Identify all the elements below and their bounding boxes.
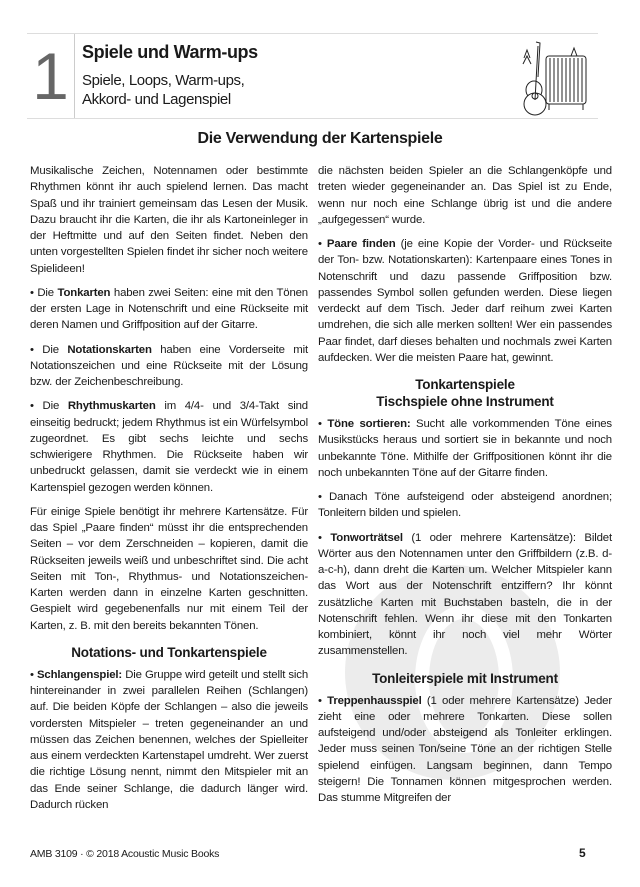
term: Töne sortieren: xyxy=(327,418,411,430)
chapter-title: Spiele und Warm-ups xyxy=(82,42,258,62)
subheading xyxy=(318,376,612,410)
term: Schlangenspiel: xyxy=(36,668,123,681)
paragraph xyxy=(318,530,612,660)
bullet: • Die xyxy=(30,400,68,413)
term: Treppenhausspiel xyxy=(327,694,422,707)
paragraph-text: haben zwei Seiten: eine mit den Tönen der ersten Lage in Notenschrift und eine Rückseite mit deren Namen und Griffposition auf der Gitarre. xyxy=(30,286,308,332)
subheading: Notations- und Tonkartenspiele xyxy=(71,644,267,660)
right-column xyxy=(318,163,612,814)
left-column xyxy=(30,163,308,821)
term: Rhythmuskarten xyxy=(67,400,156,413)
bullet: • Die xyxy=(30,343,68,356)
bullet: • xyxy=(318,694,328,707)
paragraph-text: im 4/4- und 3/4-Takt sind einseitig bedruckt; jedem Rhythmus ist ein Würfelsymbol zugeordnet. Es gibt sechs leichte und sechs schwierigere Rhythmen. Die Rückseite haben wir unbedruckt gelassen, damit sie verdeckt wie in einem Kartenspiel gezogen werden können. xyxy=(30,400,308,494)
term: Tonkarten xyxy=(57,286,111,299)
term: Notationskarten xyxy=(67,343,152,356)
subtitle-line: Spiele, Loops, Warm-ups, xyxy=(82,72,245,89)
term: Tonworträtsel xyxy=(330,531,403,544)
paragraph xyxy=(30,667,308,813)
section-title: Die Verwendung der Kartenspiele xyxy=(197,130,443,147)
paragraph xyxy=(30,398,308,496)
paragraph: Für einige Spiele benötigt ihr mehrere Kartensätze. Für das Spiel „Paare finden“ müsst ihr die entsprechenden Seiten – vor dem Zerschneiden – kopieren, damit die Rückseiten jeweils weiß und unbeschriftet sind. Die acht Seiten mit Ton-, Rhythmus- und Notationszeichen-Karten werden dann in einzelne Karten geschnitten. Gespielt wird gegebenenfalls nur mit einem Teil der Karten, z. B. mit den bereits bekannten Tönen. xyxy=(30,505,308,632)
bullet: • xyxy=(318,531,331,544)
chapter-subtitle xyxy=(82,71,244,109)
chapter-header xyxy=(27,33,598,119)
subheading: Tonleiterspiele mit Instrument xyxy=(372,670,558,686)
paragraph xyxy=(318,236,612,366)
paragraph-text: haben eine Vorderseite mit Notationszeichen und eine Rückseite mit der Lösung bzw. der Zeichenbeschreibung. xyxy=(30,343,308,388)
paragraph xyxy=(30,342,308,391)
term: Paare finden xyxy=(326,238,396,250)
paragraph xyxy=(30,285,308,334)
paragraph-text: (1 oder mehrere Kartensätze): Bildet Wörter aus den Notennamen unter den Griffbildern (z.B. d-a-c-h), dann dreht die Karten um. Welcher Mitspieler kann das Wort aus der Notenschrift entziffern? Ihr könnt zusätzliche Karten mit Buchstaben basteln, die in der Notenschrift fehlen. Wenn ihr diese mit den Tonkarten kombiniert, könnt ihr noch viel mehr Wörter zusammenstellen. xyxy=(318,531,612,658)
paragraph: • Danach Töne aufsteigend oder absteigend anordnen; Tonleitern bilden und spielen. xyxy=(318,491,612,520)
bullet: • xyxy=(30,668,37,681)
paragraph xyxy=(318,693,612,807)
chapter-number: 1 xyxy=(27,34,75,118)
bullet: • xyxy=(318,238,327,250)
paragraph: Musikalische Zeichen, Notennamen oder bestimmte Rhythmen könnt ihr auch spielend lernen. Das macht Spaß und ihr trainiert gemeinsam das Lesen der Musik. Dazu braucht ihr die Karten, die ihr als Kartoneinleger in der Heftmitte und auf den Seiten findet. Neben den unten vorgestellten Spielen findet ihr sicher noch weitere Spielideen! xyxy=(30,165,308,275)
bullet: • xyxy=(318,418,328,430)
subheading-line: Tischspiele ohne Instrument xyxy=(376,394,554,409)
paragraph-text: Die Gruppe wird geteilt und stellt sich hintereinander in zwei parallelen Reihen (Schlangen) auf. Die beiden Köpfe der Schlangen – also die jeweils vordersten Mitspieler – treten gegeneinander an und müssen das Zeichen benennen, welches der Spielleiter aus einem verdeckten Kartenstapel umdreht. Wer zuerst die richtige Lösung nennt, nimmt den Mitspieler mit an das Ende seiner Schlange, die dadurch länger wird. Dadurch rücken xyxy=(30,668,309,811)
paragraph-text: (1 oder mehrere Kartensätze) Jeder zieht eine oder mehrere Tonkarten. Diese sollen aufsteigend und/oder absteigend als Tonleiter erklingen. Jeder muss seinen Ton/seine Töne an der richtigen Stelle spielend einfügen. Langsam beginnen, dann Tempo steigern! Die Tonnamen können mitgesprochen werden. Das stumme Mitgreifen der xyxy=(318,694,612,804)
subtitle-line: Akkord- und Lagenspiel xyxy=(82,91,231,108)
guitar-radiator-illustration-icon xyxy=(516,38,596,116)
paragraph-text: Sucht alle vorkommenden Töne eines Musikstücks heraus und sortiert sie in bekannte und noch unbekannte Töne. Mithilfe der Griffpositionen könnt ihr die noch unbekannten Töne auf der Gitarre finden. xyxy=(318,418,612,479)
paragraph: die nächsten beiden Spieler an die Schlangenköpfe und treten wieder gegeneinander an. Das Spiel ist zu Ende, wenn nur noch eine Schlange übrig ist und die andere „aufgegessen“ wurde. xyxy=(318,165,612,226)
bullet: • Die xyxy=(30,286,58,299)
footer-copyright: AMB 3109 · © 2018 Acoustic Music Books xyxy=(30,848,220,860)
paragraph-text: (je eine Kopie der Vorder- und Rückseite der Ton- bzw. Notationskarten): Kartenpaare eines Tones in Notenschrift und dazu passende Griffposition bzw. passendes Symbol sollen gefunden werden. Diese liegen verdeckt auf dem Tisch. Jeder darf reihum zwei Karten umdrehen, die sich alle merken sollten! Wer ein passendes Paar findet, darf dieses behalten und nochmals zwei Karten aufdecken. Wer die meisten Paare hat, gewinnt. xyxy=(318,238,612,364)
paragraph xyxy=(318,416,612,481)
page-number: 5 xyxy=(579,846,586,860)
subheading-line: Tonkartenspiele xyxy=(415,377,515,392)
